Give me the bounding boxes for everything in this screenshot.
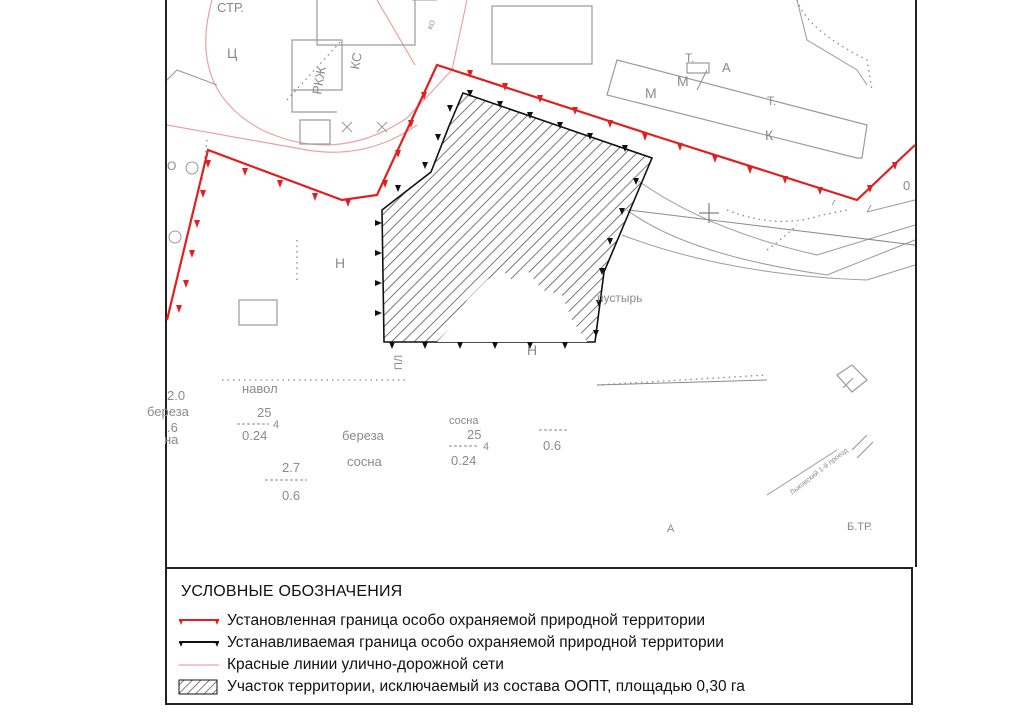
label-street-top: КО (427, 19, 438, 31)
label-ks: КС (347, 51, 365, 71)
x-marks (342, 122, 387, 132)
map-area[interactable] (147, 0, 917, 567)
label-v06c: .6 (167, 420, 178, 435)
label-4a: 4 (273, 419, 280, 431)
label-06a: 0.6 (282, 488, 301, 503)
label-m: М (645, 85, 657, 101)
legend-item-established-boundary (177, 611, 705, 631)
label-bereza1: береза (147, 404, 189, 419)
label-25a: 25 (257, 405, 272, 420)
legend-text: Участок территории, исключаемый из состава ООПТ, площадью 0,30 га (227, 678, 745, 695)
label-na: на (164, 432, 179, 447)
legend-item-red-lines (177, 655, 504, 675)
legend-text: Красные линии улично-дорожной сети (227, 656, 504, 673)
label-pustyr: пустырь (597, 291, 643, 305)
label-024a: 0.24 (242, 428, 268, 443)
label-27: 2.7 (282, 460, 301, 475)
label-rkzh: РКЖ (309, 65, 329, 96)
label-k: К (765, 127, 774, 143)
legend-title: УСЛОВНЫЕ ОБОЗНАЧЕНИЯ (181, 583, 403, 600)
label-n1: Н (335, 255, 346, 271)
label-t1: Т. (685, 51, 695, 65)
circle-markers (169, 162, 198, 243)
label-lyk: Лыковский 1-й проезд (788, 447, 850, 497)
label-20: 2.0 (167, 388, 186, 403)
label-a1: А (722, 60, 731, 75)
legend-panel (165, 567, 913, 705)
label-t2: Т. (767, 94, 777, 108)
label-06b: 0.6 (543, 438, 562, 453)
legend-item-excluded-parcel (177, 677, 745, 697)
label-navol: навол (242, 381, 278, 396)
label-25b: 25 (467, 427, 482, 442)
label-o1: О (167, 159, 177, 173)
black-boundary-symbol (177, 634, 221, 652)
label-m2: М (677, 73, 689, 89)
pink-line-symbol (177, 656, 221, 674)
label-sosna1: сосна (347, 454, 382, 469)
fence-lines (597, 210, 915, 385)
legend-text: Установленная граница особо охраняемой природной территории (227, 612, 706, 629)
label-zero-right: 0 (903, 178, 911, 193)
label-4b: 4 (483, 441, 490, 453)
legend-text: Устанавливаемая граница особо охраняемой природной территории (227, 634, 724, 651)
label-a2: А (667, 523, 675, 535)
label-btr: Б.ТР. (847, 521, 873, 533)
label-str-top: СТР. (217, 0, 244, 15)
label-bereza2: береза (342, 428, 384, 443)
label-pl: ПЛ (393, 354, 405, 370)
label-024b: 0.24 (451, 453, 477, 468)
label-n2: Н (527, 342, 538, 358)
label-sosna2: сосна (449, 415, 479, 427)
map-canvas[interactable] (147, 0, 915, 567)
crosshair-icon (699, 203, 719, 223)
label-c: Ц (227, 45, 238, 61)
red-boundary-symbol (177, 612, 221, 630)
hatch-symbol (177, 678, 221, 696)
legend-item-planned-boundary (177, 633, 724, 653)
